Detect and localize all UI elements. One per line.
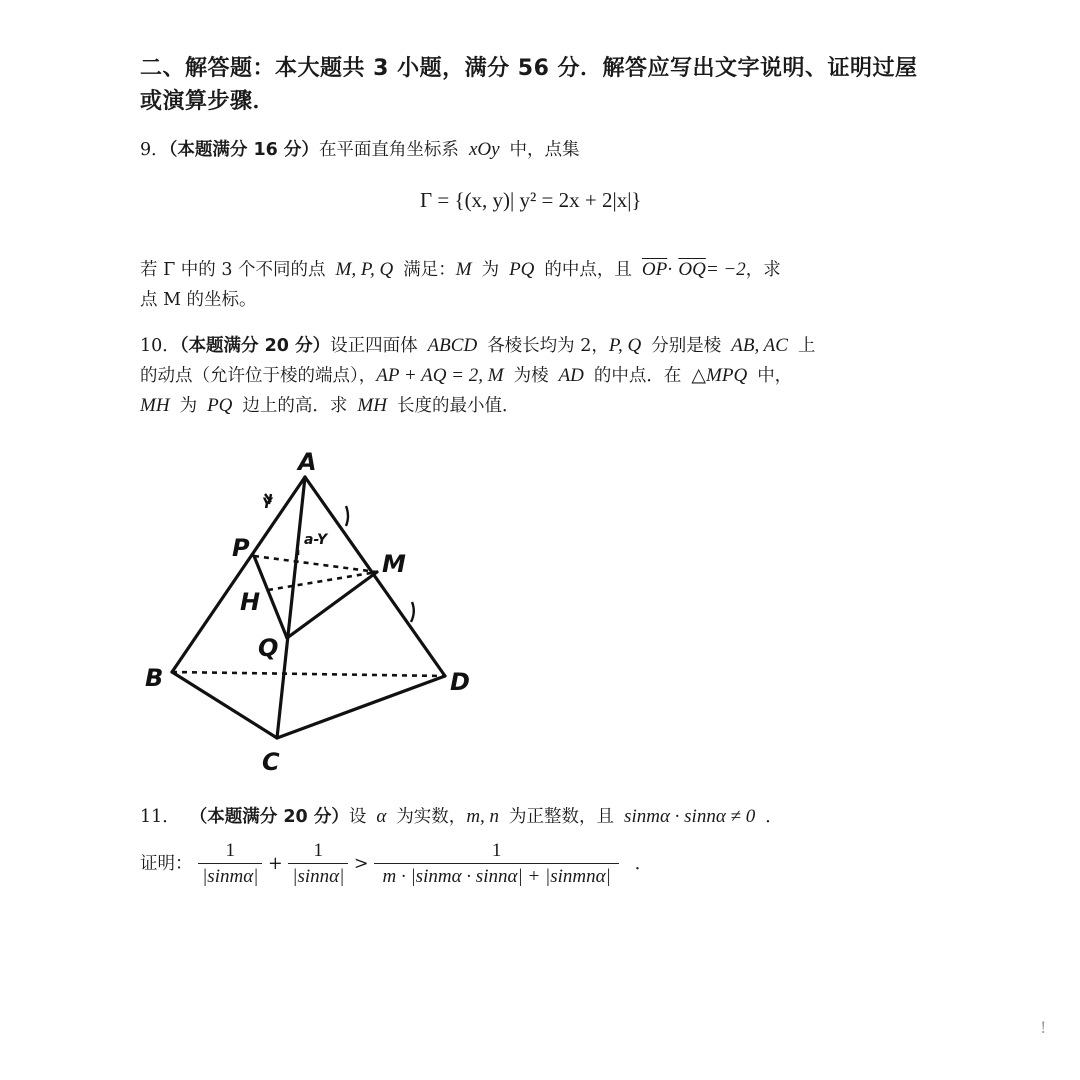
edge-bc (172, 672, 277, 738)
label-a: A (298, 448, 317, 476)
q10-text: 的中点．在 (593, 366, 682, 386)
label-c: C (262, 748, 280, 776)
q11-inequality (140, 836, 652, 892)
fraction-denominator: m · |sinmα · sinnα| + |sinmnα| (382, 866, 611, 887)
q11-number: 11． (140, 807, 180, 827)
q9-value: = −2 (705, 259, 746, 280)
q10-tetra: ABCD (427, 335, 478, 356)
fraction-2 (288, 839, 348, 890)
q10-height: MH (140, 395, 170, 416)
q9-segment: PQ (509, 259, 535, 280)
q10-text: 的动点（允许位于棱的端点）， (140, 366, 377, 386)
edge-cd (277, 676, 445, 738)
q10-number: 10． (140, 336, 180, 356)
q9-points: M, P, Q (335, 259, 394, 280)
segment-qm (287, 572, 377, 638)
label-b: B (145, 664, 164, 692)
q9-text: 中，点集 (509, 140, 580, 160)
fraction-1 (198, 839, 262, 890)
q9-coord: xOy (468, 139, 500, 160)
edge-bd (172, 672, 445, 676)
q11-prove-label: 证明： (140, 854, 193, 874)
q10-triangle: △MPQ (691, 365, 748, 386)
q9-text: 的中点，且 (544, 260, 632, 280)
fraction-numerator: 1 (198, 839, 262, 864)
q9-set-formula: Γ = {(x, y)| y² = 2x + 2|x|} (420, 188, 642, 212)
q9-text: 若 Γ 中的 3 个不同的点 (140, 260, 326, 280)
q11-text: ． (765, 807, 783, 827)
q11-score: （本题满分 20 分） (189, 807, 349, 827)
fraction-numerator: 1 (374, 839, 619, 864)
q10-score: （本题满分 20 分） (179, 336, 331, 356)
q9-text: ，求 (745, 260, 781, 280)
label-m: M (382, 550, 406, 578)
q9-text: 满足： (403, 260, 456, 280)
q10-edge-ad: AD (558, 365, 584, 386)
q10-text: 分别是棱 (651, 336, 722, 356)
q9-vector-oq: $\overline{OQ}$ (678, 259, 706, 280)
q10-text: 边上的高．求 (242, 396, 348, 416)
fraction-denominator: |sinnα| (292, 866, 345, 887)
label-q: Q (258, 634, 279, 662)
greater-than-sign: > (353, 854, 369, 874)
q11-condition: sinmα · sinnα ≠ 0 (624, 806, 756, 827)
q10-text: 为棱 (513, 366, 549, 386)
edge-ad (305, 477, 445, 676)
segment-pm (254, 556, 377, 572)
label-d: D (450, 668, 470, 696)
tick-md (411, 602, 414, 622)
q11-line1 (140, 802, 783, 832)
q9-number: 9． (140, 140, 169, 160)
q10-edges: AB, AC (731, 335, 788, 356)
q11-text: 为实数， (396, 807, 467, 827)
segment-mh (268, 572, 377, 590)
mark-y: Y (262, 496, 273, 512)
edge-ac (277, 477, 305, 738)
q10-text: 中， (757, 366, 793, 386)
fraction-denominator: |sinmα| (202, 866, 259, 887)
q9-text: 在平面直角坐标系 (318, 140, 459, 160)
q9-text: 为 (481, 260, 500, 280)
q9-line3: 点 M 的坐标。 (140, 290, 257, 310)
q10-points: P, Q (608, 335, 642, 356)
q9-vector-op: $\overline{OP}$ (641, 259, 668, 280)
q10-text: 长度的最小值． (396, 396, 520, 416)
q11-text: 设 (348, 807, 367, 827)
mark-a-minus-y: a-Y (304, 532, 328, 548)
label-p: P (232, 534, 250, 562)
q10-text: 设正四面体 (330, 336, 418, 356)
corner-mark: ! (1040, 1018, 1047, 1037)
q10-text: 上 (797, 336, 816, 356)
q9-point-m: M (455, 259, 472, 280)
q11-end: ． (634, 854, 653, 874)
q10-text: 各棱长均为 2， (487, 336, 609, 356)
q10-segment: PQ (207, 395, 233, 416)
fraction-numerator: 1 (288, 839, 348, 864)
label-h: H (240, 588, 261, 616)
q10-text: 为 (179, 396, 198, 416)
q9-dot: · (667, 260, 679, 280)
q10-condition: AP + AQ = 2, M (376, 365, 504, 386)
plus-sign: + (267, 854, 283, 874)
q9-score: （本题满分 16 分） (168, 140, 319, 160)
q11-text: 为正整数，且 (509, 807, 615, 827)
tick-am (346, 506, 348, 526)
fraction-3 (374, 839, 619, 890)
edge-ab (172, 477, 305, 672)
q11-mn: m, n (466, 806, 500, 827)
q11-alpha: α (376, 806, 387, 827)
section-heading: 二、解答题：本大题共 3 小题，满分 56 分．解答应写出文字说明、证明过屋或演算步骤． (140, 56, 918, 114)
q10-height: MH (357, 395, 387, 416)
